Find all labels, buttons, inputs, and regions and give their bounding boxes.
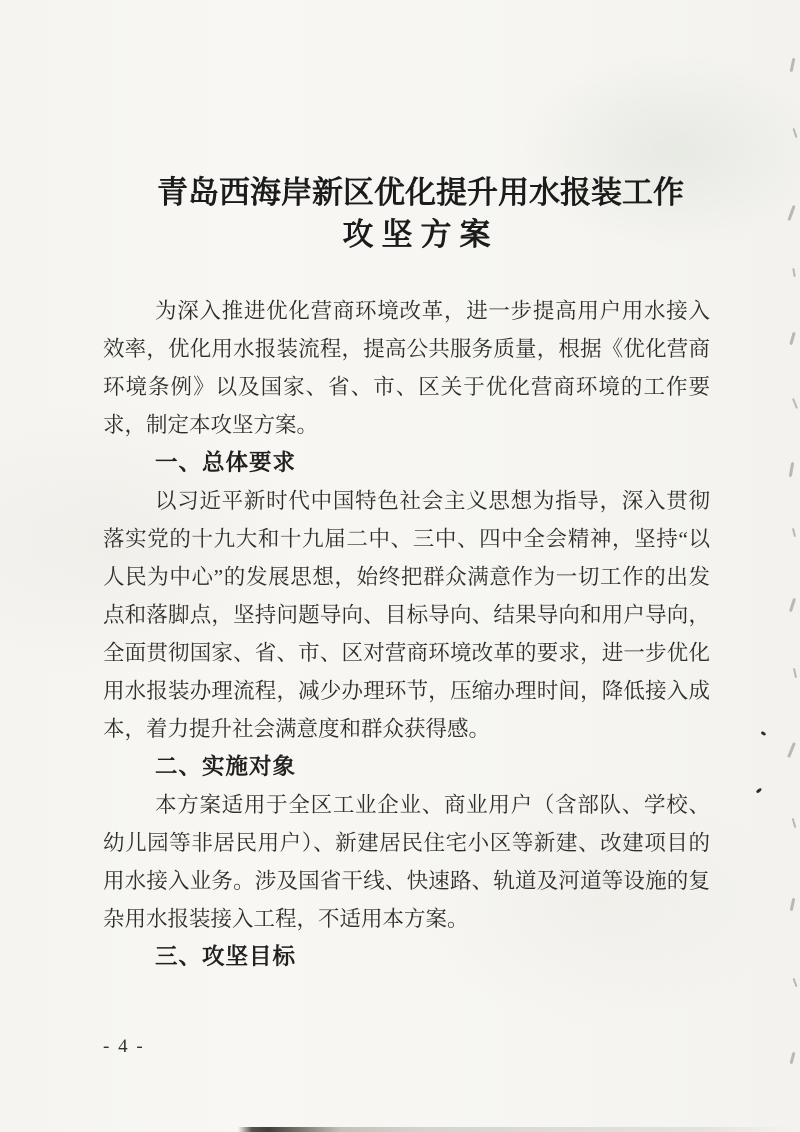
section-heading: 一、总体要求 [155,450,297,475]
section-heading: 三、攻坚目标 [155,944,297,969]
document-title-line1: 青岛西海岸新区优化提升用水报装工作 [157,175,684,210]
page-number: - 4 - [103,1036,145,1057]
document-title-line2: 攻坚方案 [342,217,499,252]
scan-bottom-edge-shadow [0,1127,800,1132]
body-paragraph: 为深入推进优化营商环境改革，进一步提高用户用水接入效率，优化用水报装流程，提高公共服务质量，根据《优化营商环境条例》以及国家、省、市、区关于优化营商环境的工作要求，制定本攻坚方案。 [103,299,710,437]
body-paragraph: 以习近平新时代中国特色社会主义思想为指导，深入贯彻落实党的十九大和十九届二中、三中、四中全会精神，坚持“以人民为中心”的发展思想，始终把群众满意作为一切工作的出发点和落脚点，坚持问题导向、目标导向、结果导向和用户导向，全面贯彻国家、省、市、区对营商环境改革的要求，进一步优化用水报装办理流程，减少办理环节，压缩办理时间，降低接入成本，着力提升社会满意度和群众获得感。 [103,489,710,741]
document-body [103,292,710,976]
section-heading: 二、实施对象 [155,754,297,779]
document-title [117,172,724,256]
body-paragraph: 本方案适用于全区工业企业、商业用户（含部队、学校、幼儿园等非居民用户）、新建居民住宅小区等新建、改建项目的用水接入业务。涉及国省干线、快速路、轨道及河道等设施的复杂用水报装接入工程，不适用本方案。 [103,793,710,931]
